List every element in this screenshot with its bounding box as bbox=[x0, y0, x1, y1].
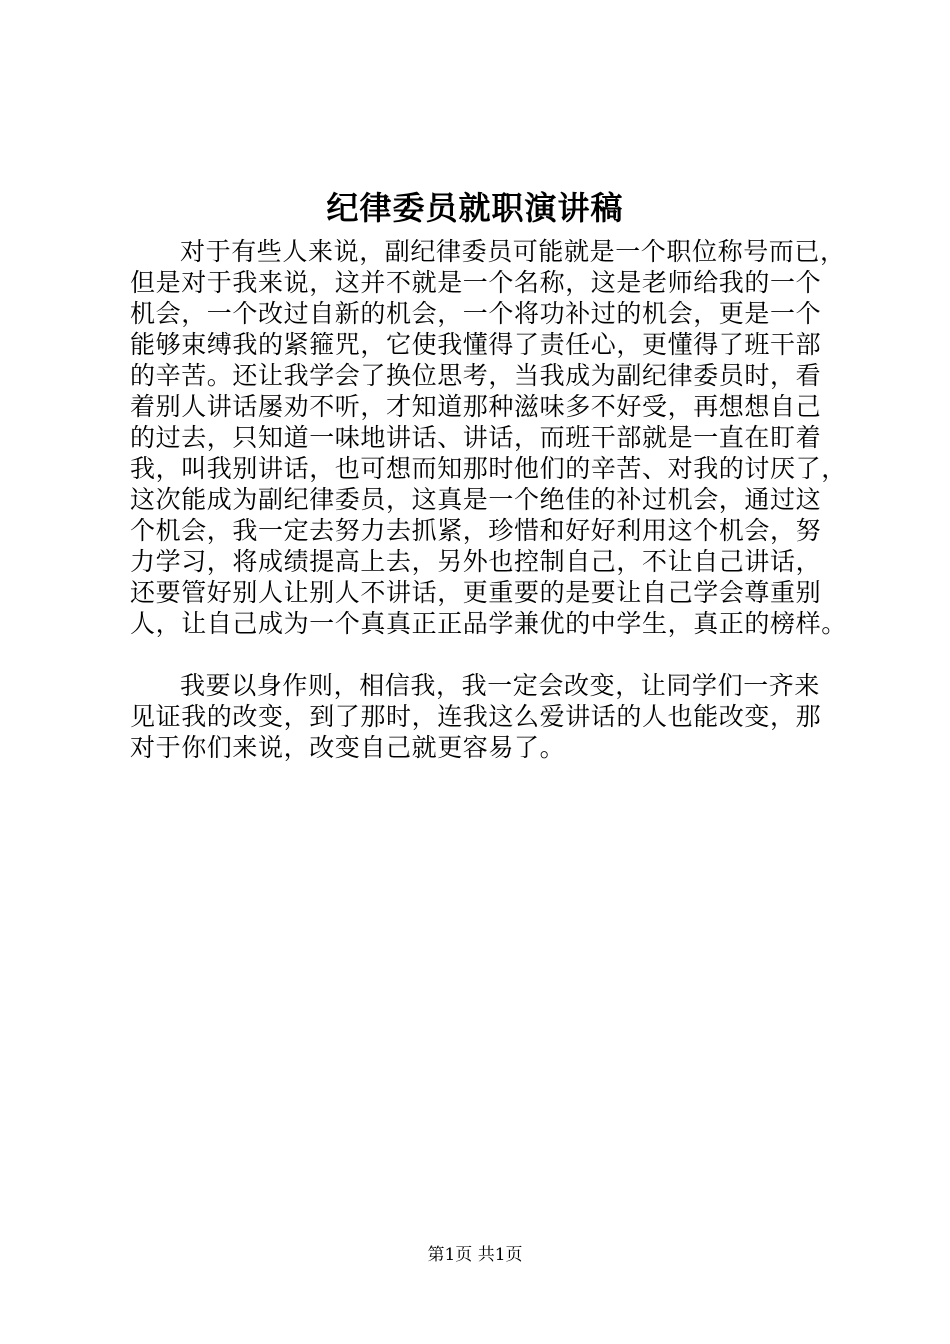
paragraph-line: 人，让自己成为一个真真正正品学兼优的中学生，真正的榜样。 bbox=[130, 609, 847, 638]
paragraph-line: 着别人讲话屡劝不听，才知道那种滋味多不好受，再想想自己 bbox=[130, 392, 822, 421]
paragraph-line: 对于你们来说，改变自己就更容易了。 bbox=[130, 733, 566, 762]
paragraph-line: 我，叫我别讲话，也可想而知那时他们的辛苦、对我的讨厌了， bbox=[130, 454, 847, 483]
paragraph-line: 的辛苦。还让我学会了换位思考，当我成为副纪律委员时，看 bbox=[130, 361, 822, 390]
paragraph-1 bbox=[130, 236, 847, 639]
page-number-footer: 第1页 共1页 bbox=[427, 1245, 523, 1265]
paragraph-line: 力学习，将成绩提高上去，另外也控制自己，不让自己讲话， bbox=[130, 547, 822, 576]
paragraph-line: 能够束缚我的紧箍咒，它使我懂得了责任心，更懂得了班干部 bbox=[130, 330, 822, 359]
paragraph-line: 个机会，我一定去努力去抓紧，珍惜和好好利用这个机会，努 bbox=[130, 516, 822, 545]
paragraph-line: 对于有些人来说，副纪律委员可能就是一个职位称号而已， bbox=[180, 237, 846, 266]
paragraph-spacer bbox=[130, 639, 840, 670]
paragraph-2 bbox=[130, 670, 840, 763]
paragraph-line: 还要管好别人让别人不讲话，更重要的是要让自己学会尊重别 bbox=[130, 578, 822, 607]
paragraph-line: 的过去，只知道一味地讲话、讲话，而班干部就是一直在盯着 bbox=[130, 423, 822, 452]
document-body bbox=[130, 236, 847, 763]
paragraph-line: 见证我的改变，到了那时，连我这么爱讲话的人也能改变，那 bbox=[130, 702, 822, 731]
paragraph-line: 但是对于我来说，这并不就是一个名称，这是老师给我的一个 bbox=[130, 268, 822, 297]
paragraph-line: 这次能成为副纪律委员，这真是一个绝佳的补过机会，通过这 bbox=[130, 485, 822, 514]
paragraph-line: 机会，一个改过自新的机会，一个将功补过的机会，更是一个 bbox=[130, 299, 822, 328]
document-title: 纪律委员就职演讲稿 bbox=[326, 189, 624, 227]
paragraph-line: 我要以身作则，相信我，我一定会改变，让同学们一齐来 bbox=[180, 671, 821, 700]
